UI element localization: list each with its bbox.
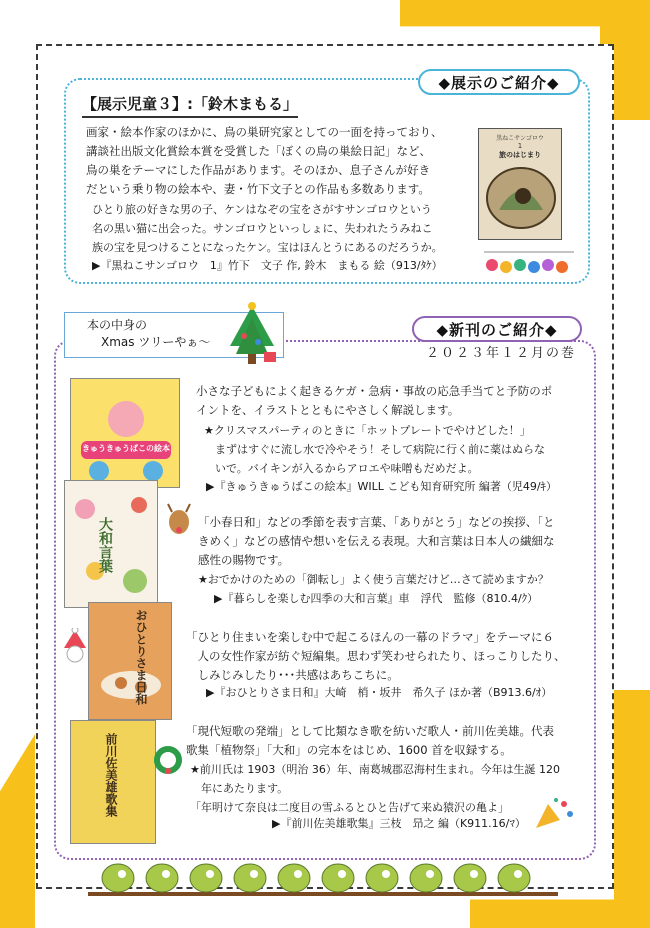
ornament-balls-icon <box>484 248 574 276</box>
note-line: 年にあたります。 <box>190 782 289 795</box>
desc-line: 歌集「植物祭」「大和」の完本をはじめ、1600 首を収録する。 <box>186 743 512 757</box>
book-3-reference: ▶『おひとりさま日和』大崎 梢・坂井 希久子 ほか著（B913.6/ｵ） <box>206 686 553 699</box>
party-popper-icon <box>532 796 576 832</box>
exhibit-intro-line: 鳥の巣をテーマにした作品があります。そのほか、息子さんが好き <box>86 163 431 177</box>
cover-title-text: 旅のはじまり <box>499 151 541 159</box>
book-4-reference: ▶『前川佐美雄歌集』三枝 昻之 編（K911.16/ﾏ） <box>272 817 526 830</box>
desc-line: 人の女性作家が紡ぐ短編集。思わず笑わせられたり、ほっこりしたり、 <box>186 649 566 663</box>
exhibit-intro <box>86 123 476 199</box>
ohitorisama-cover-title: おひとりさま日和 <box>134 609 148 705</box>
note-line: 「年明けて奈良は二度目の雪ふるとひと告げて来ぬ猿沢の亀よ」 <box>190 801 509 814</box>
book-1-description <box>196 382 586 420</box>
kyukyubako-cover-title: きゅうきゅうばこの絵本 <box>82 444 170 453</box>
cover-illustration <box>479 160 562 232</box>
ohitorisama-cover-art <box>89 603 172 720</box>
book-4-description <box>186 722 596 760</box>
exhibit-summary <box>92 200 472 257</box>
exhibit-heading: ◆展示のご紹介◆ <box>418 69 580 95</box>
exhibit-intro-line: 講談社出版文化賞絵本賞を受賞した「ぼくの鳥の巣絵日記」など、 <box>86 144 431 158</box>
book-3-description <box>186 628 596 685</box>
book-2-reference: ▶『暮らしを楽しむ四季の大和言葉』車 浮代 監修（810.4/ｸ） <box>214 592 539 605</box>
book-1-note <box>204 421 594 478</box>
yamato-kotoba-book-cover <box>64 480 158 608</box>
desc-line: 「現代短歌の発端」として比類なき歌を紡いだ歌人・前川佐美雄。代表 <box>186 724 554 738</box>
yamato-cover-title: 大和言葉 <box>97 517 113 573</box>
note-line: まずはすぐに流し水で冷やそう！そして病院に行く前に薬はぬらな <box>204 443 545 456</box>
note-line: ★前川氏は 1903（明治 36）年、南葛城郡忍海村生まれ。今年は生誕 120 <box>190 763 560 776</box>
exhibit-summary-line: 名の黒い猫に出会った。サンゴロウといっしょに、失われたうみねこ <box>92 222 433 235</box>
exhibit-intro-line: 画家・絵本作家のほかに、鳥の巣研究家としての一面を持っており、 <box>86 125 443 139</box>
new-books-heading: ◆新刊のご紹介◆ <box>412 316 582 342</box>
sangorou-book-cover <box>478 128 562 240</box>
birds-on-branch-illustration <box>88 850 558 906</box>
ribbon-line: Xmas ツリーやぁ～ <box>101 335 211 349</box>
desc-line: 感性の賜物です。 <box>198 553 290 567</box>
book-2-description <box>198 513 590 570</box>
wreath-icon <box>152 744 184 776</box>
desc-line: しみじみしたり･･･共感はあちこちに。 <box>186 668 399 682</box>
santa-icon <box>60 628 90 668</box>
ribbon-line: 本の中身の <box>87 318 148 332</box>
maekawa-book-cover <box>70 720 156 844</box>
exhibit-summary-line: ひとり旅の好きな男の子、ケンはなぞの宝をさがすサンゴロウという <box>92 203 432 216</box>
new-books-month: ２０２３年１２月の巻 <box>425 346 576 361</box>
ohitorisama-book-cover <box>88 602 172 720</box>
exhibit-title: 【展示児童３】:「鈴木まもる」 <box>82 93 298 118</box>
desc-line: 「ひとり住まいを楽しむ中で起こるほんの一幕のドラマ」をテーマに６ <box>186 630 554 644</box>
note-line: いで。バイキンが入るからアロエや味噌もだめだよ。 <box>204 462 479 475</box>
reindeer-icon <box>162 500 196 538</box>
cover-series-text: 黒ねこサンゴロウ <box>496 135 544 142</box>
book-2-note: ★おでかけのための「御転し」よく使う言葉だけど…さて読めますか？ <box>198 573 549 586</box>
exhibit-reference: ▶『黒ねこサンゴロウ 1』竹下 文子 作, 鈴木 まもる 絵（913/ﾀｹ） <box>92 259 443 272</box>
cover-number-text: 1 <box>517 142 523 150</box>
desc-line: イントを、イラストとともにやさしく解説します。 <box>196 403 460 417</box>
desc-line: きめく」などの感情や想いを伝える表現。大和言葉は日本人の繊細な <box>198 534 555 548</box>
note-line: ★クリスマスパーティのときに「ホットプレートでやけどした！」 <box>204 424 531 437</box>
exhibit-intro-line: だという乗り物の絵本や、妻・竹下文子との作品も多数あります。 <box>86 182 430 196</box>
kyukyubako-book-cover <box>70 378 180 488</box>
book-4-note <box>190 760 590 817</box>
desc-line: 「小春日和」などの季節を表す言葉、「ありがとう」などの挨拶、「と <box>198 515 555 529</box>
maekawa-cover-title: 前川佐美雄歌集 <box>104 733 118 817</box>
kyukyubako-cover-art <box>71 379 180 488</box>
exhibit-summary-line: 族の宝を見つけることになったケン。宝はほんとうにあるのだろうか。 <box>92 241 443 254</box>
book-1-reference: ▶『きゅうきゅうばこの絵本』WILL こども知育研究所 編著（児49/ｷ） <box>206 480 558 493</box>
xmas-tree-icon <box>224 302 280 368</box>
desc-line: 小さな子どもによく起きるケガ・急病・事故の応急手当てと予防のポ <box>196 384 553 398</box>
